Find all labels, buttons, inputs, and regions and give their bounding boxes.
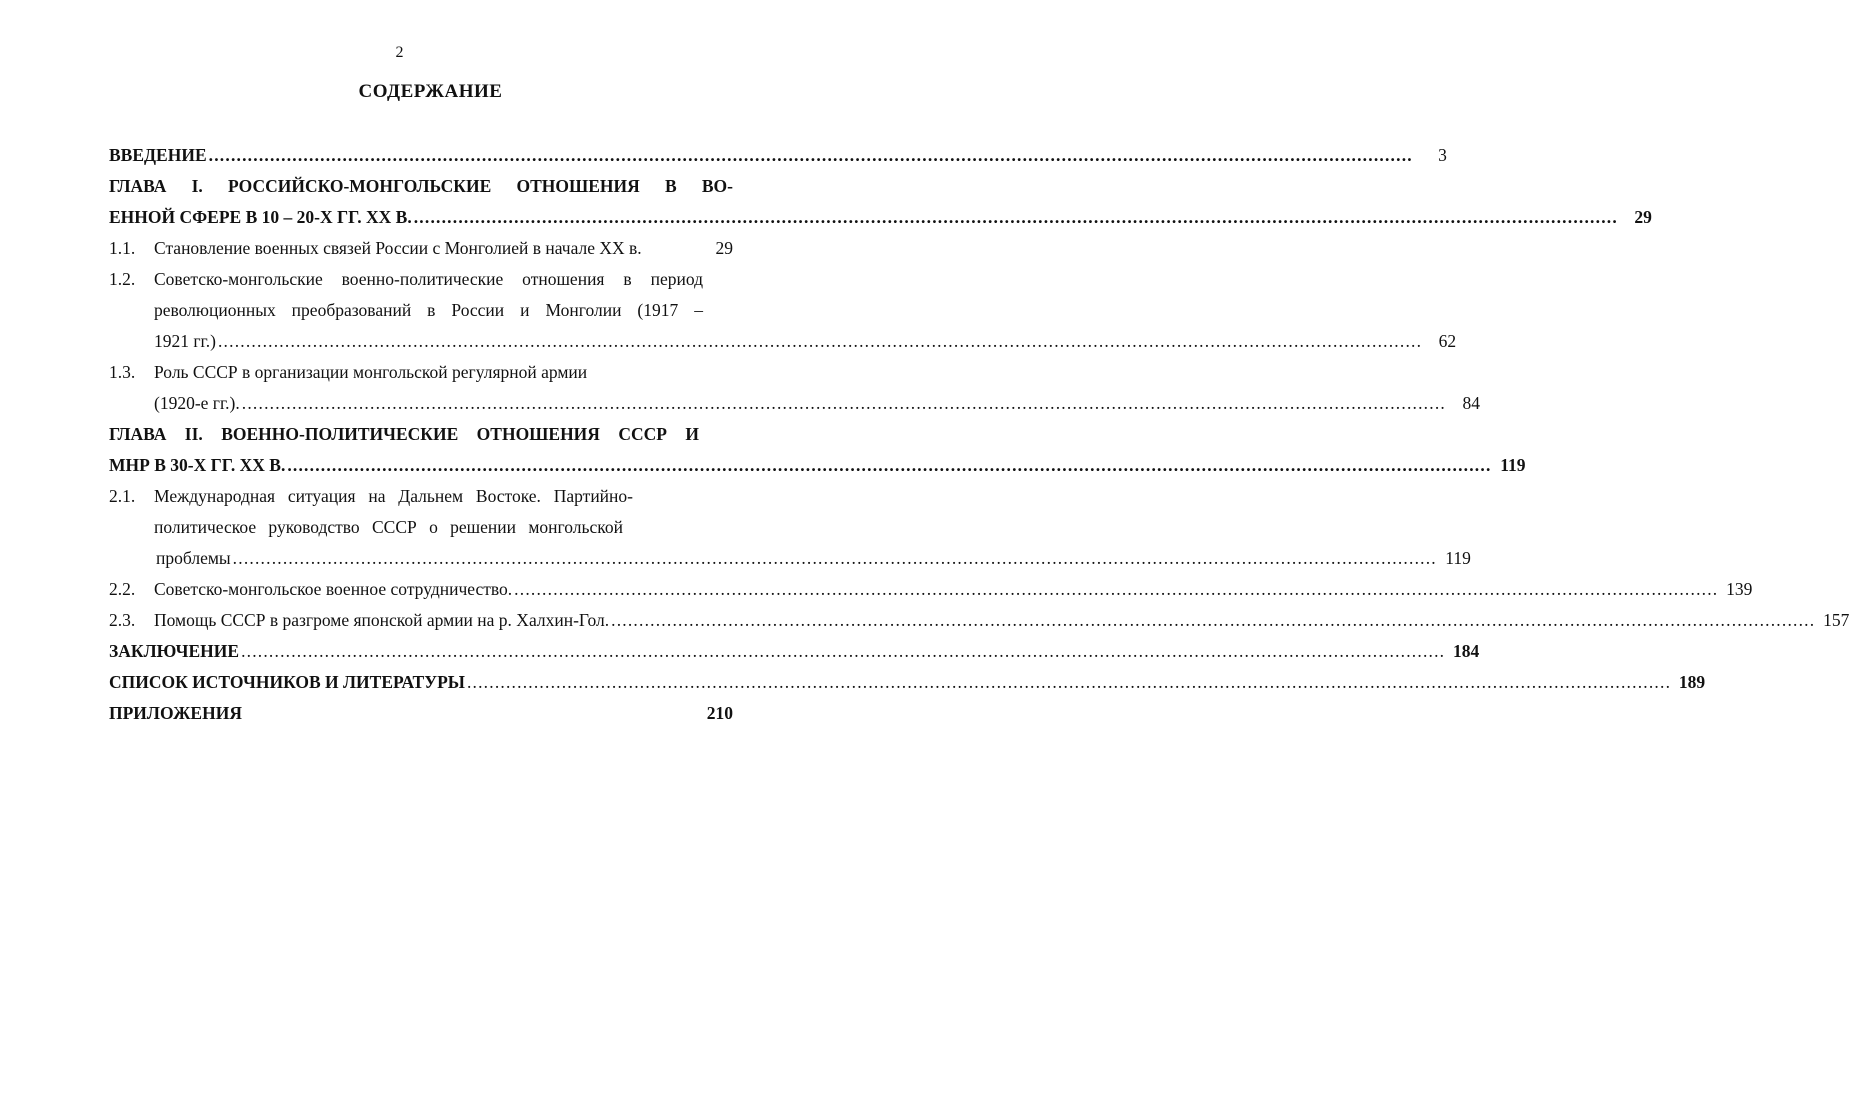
toc-entry-label: революционных преобразований в России и Монголии (1917 – xyxy=(154,300,703,320)
dot-leader xyxy=(467,667,1671,698)
toc-entry-label: Международная ситуация на Дальнем Востоке. Партийно- xyxy=(154,486,633,506)
toc-entry-intro[interactable] xyxy=(109,140,1447,171)
toc-page-number: 62 xyxy=(1438,331,1457,351)
toc-section-1-3-line-1[interactable] xyxy=(109,357,733,388)
toc-entry-label: Советско-монгольские военно-политические отношения в период xyxy=(154,269,703,289)
dot-leader xyxy=(414,202,1618,233)
toc-entry-label: ПРИЛОЖЕНИЯ xyxy=(109,703,242,723)
toc-entry-conclusion[interactable] xyxy=(109,636,1480,667)
toc-entry-label: 1921 гг.) xyxy=(154,331,216,351)
toc-entry-appendix[interactable] xyxy=(109,698,733,729)
toc-page-number: 29 xyxy=(715,238,733,258)
toc-entry-label: ЕННОЙ СФЕРЕ В 10 – 20-Х ГГ. ХХ В. xyxy=(109,207,412,227)
toc-section-2-1-line-2[interactable] xyxy=(109,512,733,543)
toc-page-number: 29 xyxy=(1634,207,1652,227)
toc-entry-label: ГЛАВА II. ВОЕННО-ПОЛИТИЧЕСКИЕ ОТНОШЕНИЯ СССР И xyxy=(109,424,699,444)
page-title: СОДЕРЖАНИЕ xyxy=(358,81,503,102)
toc-entry-label: Роль СССР в организации монгольской регулярной армии xyxy=(154,362,588,382)
section-number: 1.2. xyxy=(109,269,136,289)
dot-leader xyxy=(218,326,1422,357)
toc-page-number: 210 xyxy=(706,703,733,723)
toc-entry-label: Становление военных связей России с Монголией в начале XX в. xyxy=(154,238,642,258)
section-number: 2.1. xyxy=(109,486,136,506)
dot-leader xyxy=(514,574,1718,605)
toc-section-2-1-line-3[interactable] xyxy=(109,543,1471,574)
toc-entry-label: ЗАКЛЮЧЕНИЕ xyxy=(109,641,240,661)
dot-leader xyxy=(242,388,1446,419)
toc-page-number: 189 xyxy=(1678,672,1706,692)
dot-leader xyxy=(233,543,1437,574)
toc-entry-label: ВВЕДЕНИЕ xyxy=(109,145,207,165)
toc-page-number: 119 xyxy=(1445,548,1471,568)
dot-leader xyxy=(287,450,1491,481)
dot-leader xyxy=(209,140,1413,171)
toc-entry-label: (1920-е гг.). xyxy=(154,393,240,413)
toc-entry-label: ГЛАВА I. РОССИЙСКО-МОНГОЛЬСКИЕ ОТНОШЕНИЯ В ВО- xyxy=(109,176,733,196)
toc-section-1-2-line-3[interactable] xyxy=(109,326,1457,357)
toc-entry-label: проблемы xyxy=(156,548,231,568)
toc-section-2-2[interactable] xyxy=(109,574,1753,605)
section-number: 2.2. xyxy=(109,579,136,599)
toc-section-2-3[interactable] xyxy=(109,605,1849,636)
toc-entry-label: СПИСОК ИСТОЧНИКОВ И ЛИТЕРАТУРЫ xyxy=(109,672,465,692)
toc-chapter-1-line-2[interactable] xyxy=(109,202,1652,233)
toc-entry-label: Помощь СССР в разгроме японской армии на р. Халхин-Гол. xyxy=(154,610,610,630)
toc-chapter-2-line-1[interactable] xyxy=(109,419,733,450)
section-number: 1.3. xyxy=(109,362,136,382)
section-number: 2.3. xyxy=(109,610,136,630)
toc-chapter-2-line-2[interactable] xyxy=(109,450,1526,481)
toc-entry-label: МНР В 30-Х ГГ. ХХ В. xyxy=(109,455,286,475)
toc-page-number: 3 xyxy=(1438,145,1447,165)
toc-section-1-2-line-2[interactable] xyxy=(109,295,733,326)
toc-page-number: 84 xyxy=(1462,393,1480,413)
toc-section-1-3-line-2[interactable] xyxy=(109,388,1480,419)
toc-page-number: 157 xyxy=(1823,610,1849,630)
section-number: 1.1. xyxy=(109,238,136,258)
toc-entry-label: политическое руководство СССР о решении монгольской xyxy=(154,517,623,537)
page-number: 2 xyxy=(395,44,404,61)
dot-leader xyxy=(241,636,1445,667)
toc-page-number: 139 xyxy=(1726,579,1753,599)
toc-chapter-1-line-1[interactable] xyxy=(109,171,733,202)
toc-entry-sources[interactable] xyxy=(109,667,1706,698)
toc-section-1-2-line-1[interactable] xyxy=(109,264,733,295)
toc-page-number: 184 xyxy=(1453,641,1480,661)
dot-leader xyxy=(611,605,1815,636)
toc-entry-label: Советско-монгольское военное сотрудничество. xyxy=(154,579,513,599)
toc-page-number: 119 xyxy=(1500,455,1526,475)
toc-section-1-1[interactable] xyxy=(109,233,733,264)
toc-section-2-1-line-1[interactable] xyxy=(109,481,733,512)
table-of-contents xyxy=(109,140,1849,729)
